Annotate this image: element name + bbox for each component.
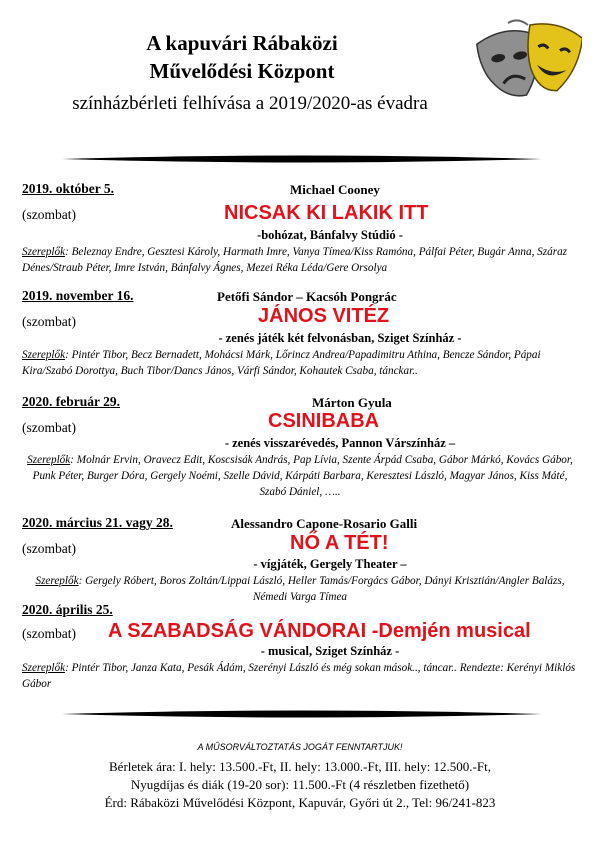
event-title: JÁNOS VITÉZ bbox=[258, 305, 390, 327]
event-date: 2020. április 25. bbox=[22, 602, 113, 617]
event-author: Márton Gyula bbox=[312, 395, 392, 410]
cast-list: : Pintér Tibor, Janza Kata, Pesák Ádám, Szerényi László és még sokan mások.., táncar.. Rendezte: Kerényi Miklós Gábor bbox=[22, 662, 576, 690]
cast-list: : Beleznay Endre, Gesztesi Károly, Harmath Imre, Vanya Tímea/Kiss Ramóna, Pálfai Péter, Bugár Anna, Száraz Dénes/Straub Péter, Imre István, Bánfalvy Ágnes, Mezei Réka Léda/Gere Orsolya bbox=[22, 246, 568, 274]
event-day: (szombat) bbox=[22, 626, 76, 641]
cast-label: Szereplők bbox=[22, 662, 66, 674]
cast-label: Szereplők bbox=[22, 246, 66, 258]
footer-prices-line2: Nyugdíjas és diák (19-20 sor): 11.500.-Ft (4 részletben fizethető) bbox=[130, 777, 470, 792]
event-genre: - vígjáték, Gergely Theater – bbox=[253, 557, 407, 571]
event-day: (szombat) bbox=[22, 314, 76, 329]
cast-list: : Pintér Tibor, Becz Bernadett, Mohácsi Márk, Lőrincz Andrea/Papadimitru Athina, Bencze Sándor, Pápai Kira/Szabó Dorottya, Buch Tibor/Dancs János, Várfi Sándor, Kohautek Csaba, tánckar.. bbox=[22, 349, 541, 377]
footer-prices-line1: Bérletek ára: I. hely: 13.500.-Ft, II. hely: 13.000.-Ft, III. hely: 12.500.-Ft, bbox=[109, 759, 491, 774]
event-cast bbox=[22, 347, 578, 379]
event-title: A SZABADSÁG VÁNDORAI -Demjén musical bbox=[108, 620, 531, 642]
event-day: (szombat) bbox=[22, 420, 76, 435]
event-genre: - zenés visszarévedés, Pannon Várszínház – bbox=[224, 436, 456, 450]
event-author: Petőfi Sándor – Kacsóh Pongrác bbox=[217, 289, 397, 304]
event-cast bbox=[22, 660, 578, 692]
cast-label: Szereplők bbox=[22, 349, 66, 361]
cast-list: : Gergely Róbert, Boros Zoltán/Lippai László, Heller Tamás/Forgács Gábor, Dányi Krisztián/Angler Balázs, Némedi Varga Tímea bbox=[78, 575, 565, 603]
event-genre: - musical, Sziget Színház - bbox=[260, 644, 400, 658]
event-title: NICSAK KI LAKIK ITT bbox=[224, 202, 429, 224]
decorative-rule-top bbox=[62, 151, 542, 167]
event-title: NŐ A TÉT! bbox=[290, 532, 389, 554]
event-genre: -bohózat, Bánfalvy Stúdió - bbox=[257, 228, 403, 242]
event-date: 2020. február 29. bbox=[22, 394, 120, 409]
cast-label: Szereplők bbox=[27, 454, 71, 466]
event-cast bbox=[22, 244, 578, 276]
event-genre: - zenés játék két felvonásban, Sziget Színház - bbox=[218, 331, 462, 345]
cast-label: Szereplők bbox=[35, 575, 79, 587]
event-day: (szombat) bbox=[22, 541, 76, 556]
event-cast bbox=[22, 573, 578, 605]
event-author: Michael Cooney bbox=[290, 182, 380, 197]
event-date: 2019. október 5. bbox=[22, 181, 115, 196]
event-date: 2019. november 16. bbox=[22, 288, 134, 303]
event-day: (szombat) bbox=[22, 207, 76, 222]
footer-contact: Érd: Rábaközi Művelődési Központ, Kapuvár, Győri út 2., Tel: 96/241-823 bbox=[104, 795, 496, 810]
event-cast bbox=[22, 452, 578, 500]
cast-list: : Molnár Ervin, Oravecz Edit, Koscsisák András, Pap Lívia, Szente Árpád Csaba, Gábor Márkó, Kovács Gábor, Punk Péter, Burger Dóra, Gergely Noémi, Szelle Dávid, Kárpáti Barbara, Keresztesi László, Magyar János, Kiss Máté, Szabó Dániel, ….. bbox=[32, 454, 573, 498]
event-date: 2020. március 21. vagy 28. bbox=[22, 515, 173, 530]
theatre-masks-icon bbox=[474, 15, 582, 107]
header-subtitle: színházbérleti felhívása a 2019/2020-as évadra bbox=[72, 93, 428, 114]
event-author: Alessandro Capone-Rosario Galli bbox=[231, 516, 418, 531]
decorative-rule-bottom bbox=[62, 706, 542, 722]
header-line1: A kapuvári Rábaközi bbox=[146, 31, 338, 55]
footer-notice: A MŰSORVÁLTOZTATÁS JOGÁT FENNTARTJUK! bbox=[197, 742, 403, 752]
header-line2: Művelődési Központ bbox=[149, 59, 335, 83]
event-title: CSINIBABA bbox=[268, 410, 380, 432]
